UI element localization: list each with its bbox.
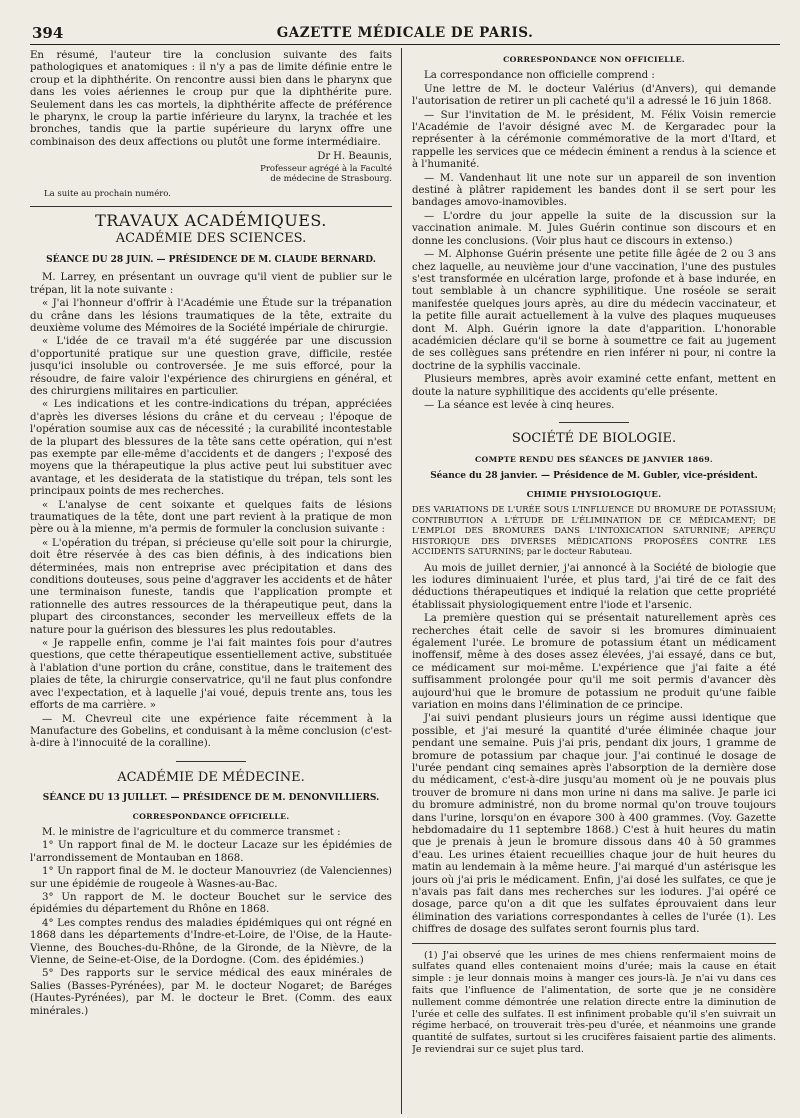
page-number: 394 [32, 24, 64, 42]
right-column [412, 50, 776, 1112]
guerin-paragraph: — M. Alphonse Guérin présente une petite fille âgée de 2 ou 3 ans chez laquelle, au neuvième jour d'une vaccination, l'une des pustules s'est transformée en ulcération large, profonde et à base indurée, en tout semblable à un chancre syphilitique. Une roséole se serait manifestée quelques jours après, au dire du médecin vaccinateur, et la petite fille aurait actuellement à la vulve des plaques muqueuses dont M. Alph. Guérin ignore la date d'apparition. L'honorable académicien déclare qu'il se borne à soumettre ce fait au jugement de ses collègues sans prétendre en rien inférer ni pour, ni contre la doctrine de la syphilis vaccinale. [412, 249, 776, 372]
left-column [30, 50, 392, 1112]
list-item: 3° Un rapport de M. le docteur Bouchet sur le service des épidémies du département du Rhône en 1868. [30, 891, 392, 916]
correspondance-intro: La correspondance non officielle comprend : [424, 70, 655, 82]
rabuteau-paragraph-3: J'ai suivi pendant plusieurs jours un régime aussi identique que possible, et j'ai mesuré la quantité d'urée éliminée chaque jour pendant une semaine. Puis j'ai pris, pendant dix jours, 1 gramme de bromure de potassium par chaque jour. J'ai continué le dosage de l'urée pendant cinq semaines après l'absorption de la dernière dose du médicament, c'est-à-dire jusqu'au moment où je ne pouvais plus trouver de bromure ni dans mon urine ni dans ma salive. Je parle ici du bromure administré, non du brome normal qu'on trouve toujours dans l'urine, lorsqu'on en évapore 300 à 400 grammes. (Voy. Gazette hebdomadaire du 11 septembre 1868.) C'est à huit heures du matin que je prenais à jeun le bromure dissous dans 40 à 50 grammes d'eau. Les urines étaient recueillies chaque jour de huit heures du matin au lendemain à la même heure. J'ai marqué d'un astérisque les jours où j'ai pris le médicament. Enfin, j'ai dosé les sulfates, ce que je n'avais pas fait dans mes recherches sur les iodures. J'ai opéré ce dosage, parce qu'on a dit que les sulfates éprouvaient dans leur élimination des variations correspondantes à celles de l'urée (1). Les chiffres de dosage des sulfates seront fournis plus tard. [412, 713, 776, 936]
closing-line: — La séance est levée à cinq heures. [424, 399, 615, 411]
list-item: 4° Les comptes rendus des maladies épidémiques qui ont régné en 1868 dans les départements d'Indre-et-Loire, de l'Oise, de la Haute-Vienne, des Bouches-du-Rhône, de la Gironde, de la Nièvre, de la Vienne, de Seine-et-Oise, de la Dordogne. (Com. des épidémies.) [30, 917, 392, 966]
journal-title: GAZETTE MÉDICALE DE PARIS. [276, 25, 534, 41]
chevreul-paragraph: — M. Chevreul cite une expérience faite récemment à la Manufacture des Gobelins, et conduisant à la même conclusion (c'est-à-dire à l'innocuité de la coralline). [30, 713, 392, 750]
voisin-paragraph: — Sur l'invitation de M. le président, M. Félix Voisin remercie l'Académie de l'avoir désigné avec M. de Kergaradec pour la représenter à la cérémonie commémorative de la mort d'Itard, et rappelle les services que ce médecin éminent a rendus à la science et à l'humanité. [412, 109, 776, 171]
larrey-quote-2: « L'idée de ce travail m'a été suggérée par une discussion d'opportunité pratique sur une question grave, difficile, restée jusqu'ici insoluble ou controversée. Je me suis efforcé, pour la résoudre, de faire valoir l'expérience des chirurgiens en général, et des chirurgiens militaires en particulier. [30, 336, 392, 397]
academy-sciences-heading: ACADÉMIE DES SCIENCES. [115, 231, 307, 247]
short-rule [176, 761, 246, 762]
vandenhaut-paragraph: — M. Vandenhaut lit une note sur un appareil de son invention destiné à plâtrer rapidement les bandes dont il se sert pour les bandages amovo-inamovibles. [412, 172, 776, 209]
rabuteau-paragraph-1: Au mois de juillet dernier, j'ai annoncé à la Société de biologie que les iodures diminuaient l'urée, et plus tard, j'ai tiré de ce fait des déductions thérapeutiques et indiqué la relation que cette propriété établissait physiologiquement entre l'iode et l'arsenic. [412, 562, 776, 611]
column-divider [401, 48, 402, 1114]
footnote-rule [412, 943, 776, 944]
societe-biologie-heading: SOCIÉTÉ DE BIOLOGIE. [511, 431, 677, 447]
article-summary: DES VARIATIONS DE L'URÉE SOUS L'INFLUENCE DU BROMURE DE POTASSIUM; CONTRIBUTION A L'ÉTUDE DE L'ÉLIMINATION DE CE MÉDICAMENT; DE L'EMPLOI DES BROMURES DANS L'INTOXICATION SATURNINE; APERÇU HISTORIQUE DES DIVERSES MÉDICATIONS PROPOSÉES CONTRE LES ACCIDENTS SATURNINS; par le docteur Rabuteau. [412, 504, 776, 556]
section-rule [30, 206, 392, 207]
rabuteau-paragraph-2: La première question qui se présentait naturellement après ces recherches était celle de savoir si les bromures diminuaient également l'urée. Le bromure de potassium étant un médicament inoffensif, même à des doses assez élevées, j'ai essayé, dans ce but, ce médicament sur moi-même. L'expérience que j'ai faite a été suffisamment prolongée pour qu'il me soit permis d'avancer dès aujourd'hui que le bromure de potassium ne produit qu'une faible variation en moins dans l'élimination de ce principe. [412, 613, 776, 711]
members-paragraph: Plusieurs membres, après avoir examiné cette enfant, mettent en doute la nature syphilitique des accidents qu'elle présente. [412, 374, 776, 398]
larrey-quote-6: « Je rappelle enfin, comme je l'ai fait maintes fois pour d'autres questions, que cette thérapeutique essentiellement active, substituée à l'ablation d'une portion du crâne, constitue, dans le traitement des plaies de tête, la chirurgie conservatrice, qu'il ne faut plus confondre avec l'expectation, et à laquelle j'ai voué, depuis trente ans, tous les efforts de ma carrière. » [30, 638, 392, 712]
list-item: 1° Un rapport final de M. le docteur Manouvriez (de Valenciennes) sur une épidémie de rougeole à Wasnes-au-Bac. [30, 866, 392, 890]
list-item: 5° Des rapports sur le service médical des eaux minérales de Salies (Basses-Pyrénées), par M. le docteur Nogaret; de Baréges (Hautes-Pyrénées), par M. le docteur le Bret. (Comm. des eaux minérales.) [30, 968, 392, 1017]
valerius-paragraph: Une lettre de M. le docteur Valérius (d'Anvers), qui demande l'autorisation de retirer un pli cacheté qu'il a adressé le 16 juin 1868. [412, 83, 776, 108]
larrey-quote-4: « L'analyse de cent soixante et quelques faits de lésions traumatiques de la tête, dont une part revient à la pratique de mon père ou à la mienne, m'a permis de formuler la conclusion suivante : [30, 499, 392, 536]
page-header [30, 22, 780, 45]
larrey-quote-5: « L'opération du trépan, si précieuse qu'elle soit pour la chirurgie, doit être réservée à des cas bien définis, à des indications bien déterminées, mais non entreprise avec précipitation et dans des conditions douteuses, sous peine d'aggraver les accidents et de hâter une terminaison funeste, tandis que l'application prompte et rationnelle des autres ressources de la thérapeutique peut, dans la plupart des circonstances, seconder les merveilleux effets de la nature pour la guérison des blessures les plus redoutables. [30, 537, 392, 636]
minister-paragraph: M. le ministre de l'agriculture et du commerce transmet : [42, 826, 341, 838]
intro-paragraph: En résumé, l'auteur tire la conclusion suivante des faits pathologiques et anatomiques : il n'y a pas de limite définie entre le croup et la diphthérite. On rencontre aussi bien dans le pharynx que dans les voies aériennes le croup pur que la diphthérite pure. Seulement dans les cas mortels, la diphthérite affecte de préférence le pharynx, le croup la partie inférieure du larynx, la trachée et les bronches, tandis que la partie supérieure du larynx offre une combinaison des deux affections ou plutôt une forme intermédiaire. [30, 50, 392, 148]
vaccination-paragraph: — L'ordre du jour appelle la suite de la discussion sur la vaccination animale. M. Jules Guérin continue son discours et en donne les conclusions. (Voir plus haut ce discours in extenso.) [412, 210, 776, 247]
correspondance-officielle-heading: CORRESPONDANCE OFFICIELLE. [132, 811, 290, 821]
compte-rendu-heading: COMPTE RENDU DES SÉANCES DE JANVIER 1869. [475, 454, 713, 464]
section-title: TRAVAUX ACADÉMIQUES. [95, 211, 327, 231]
short-rule [559, 422, 629, 423]
session-medecine-heading: SÉANCE DU 13 JUILLET. — PRÉSIDENCE DE M. DENONVILLIERS. [42, 793, 380, 804]
chimie-heading: CHIMIE PHYSIOLOGIQUE. [526, 489, 662, 500]
larrey-quote-3: « Les indications et les contre-indications du trépan, appréciées d'après les diverses lésions du crâne et du cerveau ; l'époque de l'opération soumise aux cas de nécessité ; la curabilité incontestable de la plupart des blessures de la tête sans cette opération, qui n'est pas exempte par elle-même d'accidents et de dangers ; l'exposé des moyens que la thérapeutique la plus active peut lui substituer avec avantage, et les desiderata de la statistique du trépan, tels sont les principaux points de mes recherches. [30, 399, 392, 498]
session-biologie-heading: Séance du 28 janvier. — Présidence de M. Gubler, vice-président. [430, 471, 758, 482]
larrey-paragraph: M. Larrey, en présentant un ouvrage qu'il vient de publier sur le trépan, lit la note suivante : [30, 272, 392, 296]
larrey-quote-1: « J'ai l'honneur d'offrir à l'Académie une Étude sur la trépanation du crâne dans les lésions traumatiques de la tête, extraite du deuxième volume des Mémoires de la Société impériale de chirurgie. [30, 298, 392, 334]
author-title-line1: Professeur agrégé à la Faculté [260, 163, 392, 174]
author-signature: Dr H. Beaunis, [317, 151, 392, 163]
footnote: (1) J'ai observé que les urines de mes chiens renfermaient moins de sulfates quand elles contenaient moins d'urée; mais la cause en était simple : je leur donnais moins à manger ces jours-là. Je n'ai vu dans ces faits que l'influence de l'alimentation, de sorte que je ne considère nullement comme démontrée une relation directe entre la diminution de l'urée et celle des sulfates. Il est infiniment probable qu'il s'en suivrait un régime herbacé, on trouverait très-peu d'urée, et néanmoins une grande quantité de sulfates, surtout si les crucifères faisaient partie des aliments. Je reviendrai sur ce sujet plus tard. [412, 949, 776, 1056]
academy-medecine-heading: ACADÉMIE DE MÉDECINE. [117, 769, 305, 785]
correspondance-non-officielle-heading: CORRESPONDANCE NON OFFICIELLE. [503, 55, 685, 64]
author-title-line2: de médecine de Strasbourg. [270, 173, 392, 184]
list-item: 1° Un rapport final de M. le docteur Lacaze sur les épidémies de l'arrondissement de Montauban en 1868. [30, 840, 392, 864]
session-sciences-heading: SÉANCE DU 28 JUIN. — PRÉSIDENCE DE M. CLAUDE BERNARD. [46, 254, 376, 265]
continued-note: La suite au prochain numéro. [44, 188, 171, 199]
